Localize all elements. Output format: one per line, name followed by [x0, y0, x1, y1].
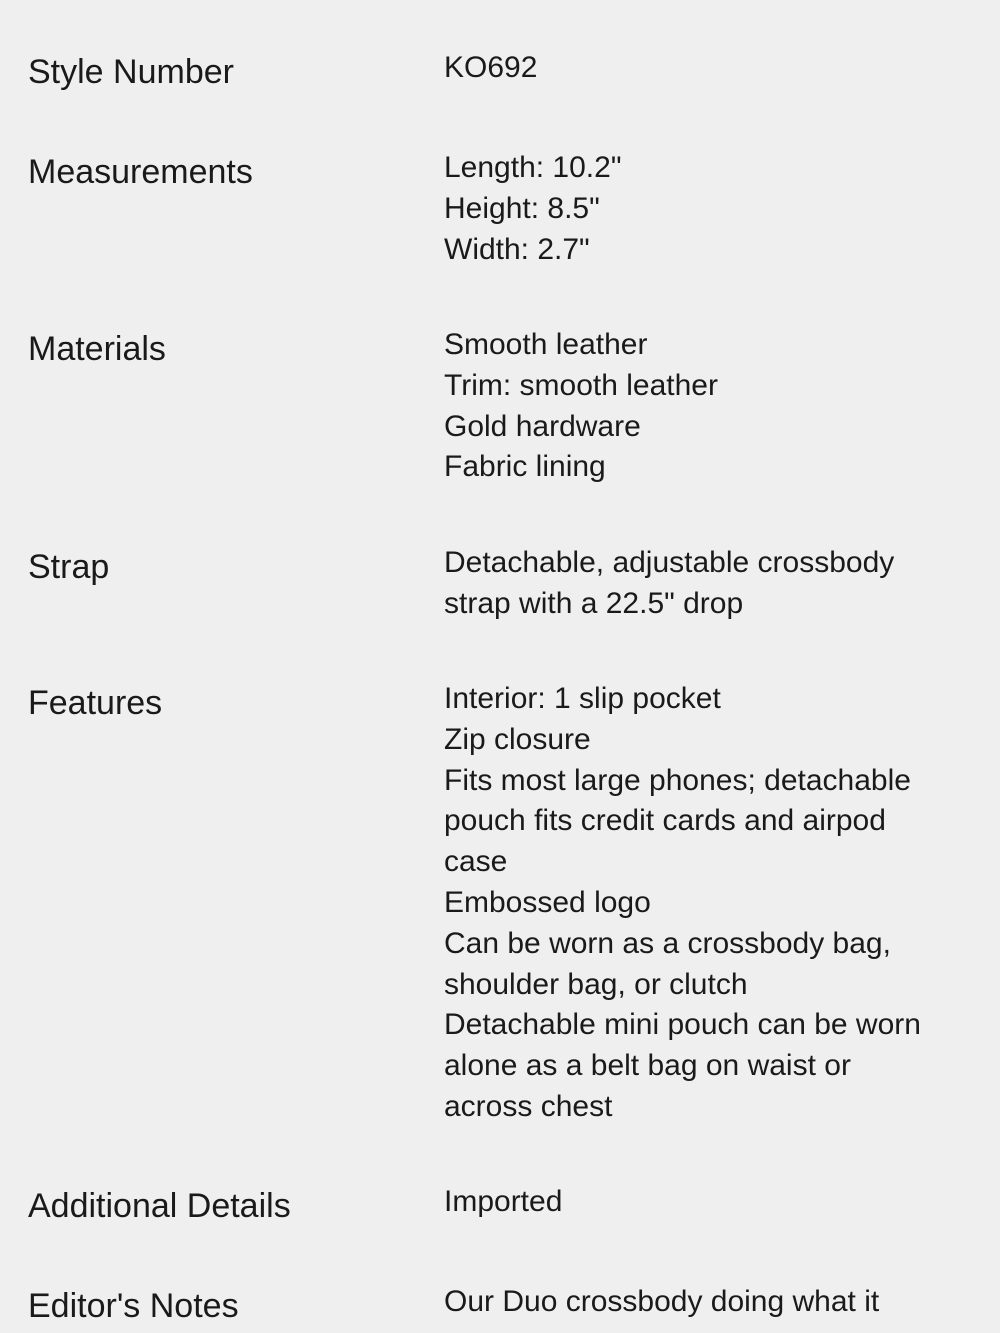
spec-label-strap: Strap [28, 548, 110, 586]
spec-value-line: Width: 2.7" [444, 232, 590, 266]
spec-value-features [444, 679, 964, 1128]
spec-value-line: Interior: 1 slip pocket [444, 682, 721, 715]
spec-value-line: alone as a belt bag on waist or [444, 1049, 851, 1083]
spec-value-line: case [444, 845, 508, 879]
spec-value-style-number [444, 48, 964, 89]
spec-value-line: Detachable mini pouch can be worn [444, 1008, 921, 1042]
spec-value-measurements [444, 148, 964, 270]
spec-value-line: Height: 8.5" [444, 191, 600, 225]
spec-value-line: Imported [444, 1185, 563, 1218]
spec-value-line: Gold hardware [444, 409, 641, 443]
spec-value-strap [444, 543, 964, 625]
spec-value-line: Fits most large phones; detachable [444, 763, 911, 797]
spec-value-line: Our Duo crossbody doing what it [444, 1285, 880, 1318]
spec-value-line: Can be worn as a crossbody bag, [444, 926, 891, 960]
spec-value-line: Fabric lining [444, 450, 606, 484]
spec-label-measurements: Measurements [28, 153, 253, 191]
spec-value-line: Trim: smooth leather [444, 368, 718, 402]
spec-value-line: Smooth leather [444, 328, 648, 361]
spec-value-line: pouch fits credit cards and airpod [444, 804, 886, 838]
spec-label-style-number: Style Number [28, 53, 234, 91]
spec-value-line: KO692 [444, 51, 538, 84]
spec-label-features: Features [28, 684, 163, 722]
spec-value-materials [444, 325, 964, 488]
spec-value-line: Detachable, adjustable crossbody [444, 546, 895, 579]
spec-value-line: shoulder bag, or clutch [444, 967, 748, 1001]
spec-label-editors-notes: Editor's Notes [28, 1287, 239, 1325]
spec-label-additional-details: Additional Details [28, 1187, 291, 1225]
spec-value-additional-details [444, 1182, 964, 1223]
spec-value-line: Length: 10.2" [444, 151, 622, 184]
spec-value-line: strap with a 22.5" drop [444, 586, 744, 620]
spec-value-line: Embossed logo [444, 885, 651, 919]
spec-value-line: across chest [444, 1089, 613, 1123]
spec-value-editors-notes [444, 1282, 964, 1323]
spec-value-line: Zip closure [444, 722, 591, 756]
spec-label-materials: Materials [28, 330, 166, 368]
